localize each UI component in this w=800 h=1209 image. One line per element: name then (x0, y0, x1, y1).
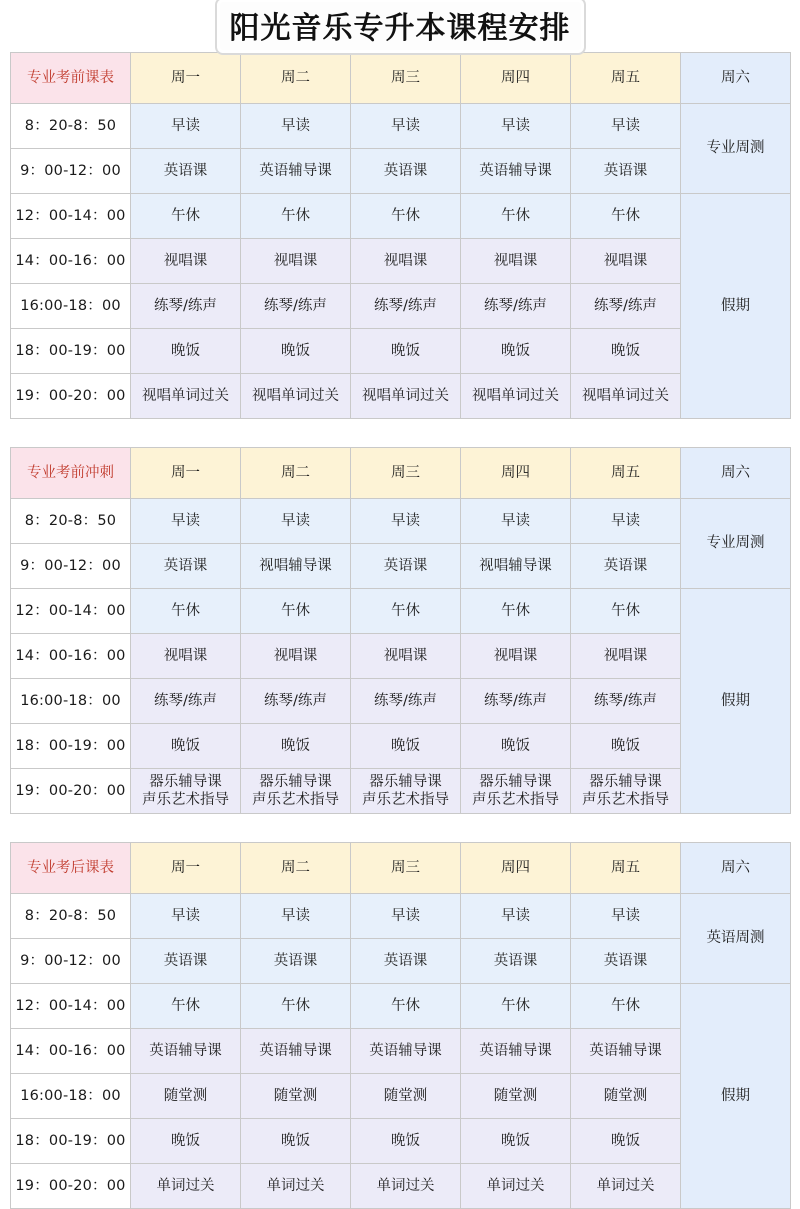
class-cell: 视唱单词过关 (241, 374, 351, 419)
class-cell: 午休 (131, 589, 241, 634)
class-cell (351, 769, 461, 814)
day-header-2: 周二 (241, 53, 351, 104)
page-title-wrap (10, 0, 790, 52)
class-cell: 随堂测 (241, 1074, 351, 1119)
class-cell: 练琴/练声 (241, 284, 351, 329)
class-cell: 英语课 (571, 149, 681, 194)
table-row (11, 329, 791, 374)
day-header-2: 周二 (241, 448, 351, 499)
table-header-row (11, 448, 791, 499)
class-cell: 早读 (571, 894, 681, 939)
class-cell: 午休 (241, 984, 351, 1029)
time-cell: 14：00-16：00 (11, 239, 131, 284)
class-cell-line: 器乐辅导课 (259, 773, 332, 790)
class-cell: 英语辅导课 (131, 1029, 241, 1074)
class-cell: 晚饭 (571, 329, 681, 374)
saturday-cell: 专业周测 (681, 499, 791, 589)
class-cell: 午休 (241, 194, 351, 239)
class-cell: 午休 (131, 194, 241, 239)
class-cell: 午休 (571, 194, 681, 239)
class-cell: 晚饭 (131, 1119, 241, 1164)
class-cell: 英语课 (131, 149, 241, 194)
class-cell-line: 声乐艺术指导 (252, 792, 339, 808)
class-cell: 视唱课 (131, 634, 241, 679)
day-header-1: 周一 (131, 843, 241, 894)
time-cell: 19：00-20：00 (11, 374, 131, 419)
day-header-3: 周三 (351, 843, 461, 894)
class-cell: 午休 (241, 589, 351, 634)
saturday-cell: 英语周测 (681, 894, 791, 984)
class-cell: 随堂测 (571, 1074, 681, 1119)
class-cell: 午休 (571, 984, 681, 1029)
class-cell: 视唱课 (571, 239, 681, 284)
class-cell: 英语课 (241, 939, 351, 984)
class-cell: 视唱辅导课 (461, 544, 571, 589)
class-cell-line: 器乐辅导课 (479, 773, 552, 790)
table-row (11, 499, 791, 544)
table-row (11, 894, 791, 939)
class-cell: 早读 (461, 499, 571, 544)
table-row (11, 544, 791, 589)
table-corner-label: 专业考前课表 (11, 53, 131, 104)
day-header-1: 周一 (131, 448, 241, 499)
time-cell: 16:00-18：00 (11, 284, 131, 329)
time-cell: 8：20-8：50 (11, 894, 131, 939)
class-cell: 练琴/练声 (351, 679, 461, 724)
time-cell: 18：00-19：00 (11, 724, 131, 769)
time-cell: 18：00-19：00 (11, 329, 131, 374)
day-header-5: 周五 (571, 53, 681, 104)
time-cell: 9：00-12：00 (11, 149, 131, 194)
class-cell: 英语课 (131, 544, 241, 589)
class-cell: 视唱课 (571, 634, 681, 679)
time-cell: 8：20-8：50 (11, 104, 131, 149)
class-cell: 午休 (351, 194, 461, 239)
class-cell: 随堂测 (461, 1074, 571, 1119)
class-cell: 英语课 (131, 939, 241, 984)
class-cell: 视唱单词过关 (131, 374, 241, 419)
class-cell: 晚饭 (131, 724, 241, 769)
schedule-table-pre-exam-sprint (10, 447, 791, 814)
day-header-1: 周一 (131, 53, 241, 104)
class-cell: 视唱课 (131, 239, 241, 284)
class-cell: 晚饭 (461, 724, 571, 769)
schedule-table-post-exam-schedule (10, 842, 791, 1209)
saturday-cell: 假期 (681, 589, 791, 814)
class-cell: 英语辅导课 (461, 149, 571, 194)
day-header-6: 周六 (681, 843, 791, 894)
day-header-6: 周六 (681, 448, 791, 499)
class-cell: 英语辅导课 (241, 1029, 351, 1074)
table-row (11, 374, 791, 419)
class-cell: 单词过关 (351, 1164, 461, 1209)
class-cell: 早读 (351, 894, 461, 939)
class-cell: 视唱单词过关 (461, 374, 571, 419)
table-row (11, 239, 791, 284)
table-row (11, 1119, 791, 1164)
class-cell: 视唱课 (351, 239, 461, 284)
time-cell: 12：00-14：00 (11, 984, 131, 1029)
class-cell: 晚饭 (241, 329, 351, 374)
class-cell: 练琴/练声 (571, 679, 681, 724)
time-cell: 16:00-18：00 (11, 1074, 131, 1119)
class-cell: 随堂测 (351, 1074, 461, 1119)
time-cell: 14：00-16：00 (11, 1029, 131, 1074)
class-cell: 早读 (571, 104, 681, 149)
class-cell: 视唱课 (461, 634, 571, 679)
class-cell: 晚饭 (571, 724, 681, 769)
day-header-4: 周四 (461, 53, 571, 104)
class-cell (131, 769, 241, 814)
table-row (11, 769, 791, 814)
class-cell: 午休 (351, 984, 461, 1029)
class-cell: 午休 (131, 984, 241, 1029)
time-cell: 19：00-20：00 (11, 1164, 131, 1209)
class-cell (571, 769, 681, 814)
class-cell: 练琴/练声 (241, 679, 351, 724)
class-cell: 早读 (241, 104, 351, 149)
time-cell: 12：00-14：00 (11, 194, 131, 239)
day-header-5: 周五 (571, 448, 681, 499)
class-cell: 单词过关 (241, 1164, 351, 1209)
day-header-3: 周三 (351, 53, 461, 104)
class-cell: 早读 (461, 104, 571, 149)
class-cell-line: 器乐辅导课 (589, 773, 662, 790)
day-header-2: 周二 (241, 843, 351, 894)
class-cell: 晚饭 (131, 329, 241, 374)
class-cell: 英语辅导课 (461, 1029, 571, 1074)
table-row (11, 149, 791, 194)
class-cell: 练琴/练声 (571, 284, 681, 329)
class-cell: 随堂测 (131, 1074, 241, 1119)
time-cell: 8：20-8：50 (11, 499, 131, 544)
class-cell: 视唱课 (241, 239, 351, 284)
class-cell: 视唱课 (351, 634, 461, 679)
class-cell (461, 769, 571, 814)
table-row (11, 1074, 791, 1119)
table-row (11, 1164, 791, 1209)
time-cell: 9：00-12：00 (11, 939, 131, 984)
class-cell: 早读 (241, 894, 351, 939)
class-cell: 英语课 (461, 939, 571, 984)
class-cell-line: 器乐辅导课 (149, 773, 222, 790)
class-cell: 早读 (241, 499, 351, 544)
class-cell: 练琴/练声 (461, 679, 571, 724)
day-header-4: 周四 (461, 448, 571, 499)
day-header-4: 周四 (461, 843, 571, 894)
time-cell: 14：00-16：00 (11, 634, 131, 679)
day-header-5: 周五 (571, 843, 681, 894)
schedule-table-pre-exam-schedule (10, 52, 791, 419)
time-cell: 16:00-18：00 (11, 679, 131, 724)
class-cell: 英语课 (351, 939, 461, 984)
class-cell: 英语课 (571, 939, 681, 984)
table-row (11, 589, 791, 634)
time-cell: 19：00-20：00 (11, 769, 131, 814)
saturday-cell: 假期 (681, 194, 791, 419)
table-row (11, 194, 791, 239)
class-cell: 早读 (351, 499, 461, 544)
table-corner-label: 专业考前冲刺 (11, 448, 131, 499)
class-cell: 英语课 (351, 149, 461, 194)
class-cell: 午休 (571, 589, 681, 634)
class-cell: 早读 (131, 499, 241, 544)
class-cell: 单词过关 (131, 1164, 241, 1209)
table-row (11, 284, 791, 329)
table-row (11, 104, 791, 149)
class-cell: 晚饭 (241, 1119, 351, 1164)
class-cell: 英语辅导课 (351, 1029, 461, 1074)
class-cell: 单词过关 (461, 1164, 571, 1209)
class-cell: 单词过关 (571, 1164, 681, 1209)
class-cell (241, 769, 351, 814)
class-cell: 早读 (351, 104, 461, 149)
class-cell: 晚饭 (461, 1119, 571, 1164)
class-cell: 晚饭 (351, 329, 461, 374)
class-cell: 午休 (461, 984, 571, 1029)
class-cell-line: 声乐艺术指导 (472, 792, 559, 808)
table-row (11, 1029, 791, 1074)
class-cell: 午休 (461, 589, 571, 634)
class-cell: 英语辅导课 (241, 149, 351, 194)
class-cell-line: 器乐辅导课 (369, 773, 442, 790)
class-cell: 练琴/练声 (131, 284, 241, 329)
day-header-6: 周六 (681, 53, 791, 104)
table-header-row (11, 53, 791, 104)
saturday-cell: 专业周测 (681, 104, 791, 194)
table-row (11, 984, 791, 1029)
tables-container (10, 52, 790, 1209)
class-cell: 晚饭 (241, 724, 351, 769)
table-row (11, 634, 791, 679)
class-cell: 练琴/练声 (351, 284, 461, 329)
class-cell-line: 声乐艺术指导 (142, 792, 229, 808)
class-cell: 视唱辅导课 (241, 544, 351, 589)
class-cell: 练琴/练声 (131, 679, 241, 724)
page-title: 阳光音乐专升本课程安排 (217, 0, 584, 53)
class-cell: 视唱课 (461, 239, 571, 284)
saturday-cell: 假期 (681, 984, 791, 1209)
table-row (11, 724, 791, 769)
class-cell-line: 声乐艺术指导 (582, 792, 669, 808)
class-cell: 练琴/练声 (461, 284, 571, 329)
class-cell: 早读 (571, 499, 681, 544)
class-cell: 早读 (131, 104, 241, 149)
class-cell: 视唱课 (241, 634, 351, 679)
class-cell-line: 声乐艺术指导 (362, 792, 449, 808)
table-header-row (11, 843, 791, 894)
class-cell: 视唱单词过关 (351, 374, 461, 419)
class-cell: 视唱单词过关 (571, 374, 681, 419)
class-cell: 英语课 (351, 544, 461, 589)
table-row (11, 679, 791, 724)
class-cell: 早读 (131, 894, 241, 939)
time-cell: 12：00-14：00 (11, 589, 131, 634)
class-cell: 晚饭 (351, 1119, 461, 1164)
table-corner-label: 专业考后课表 (11, 843, 131, 894)
class-cell: 午休 (461, 194, 571, 239)
class-cell: 晚饭 (461, 329, 571, 374)
time-cell: 18：00-19：00 (11, 1119, 131, 1164)
class-cell: 早读 (461, 894, 571, 939)
class-cell: 英语课 (571, 544, 681, 589)
class-cell: 晚饭 (351, 724, 461, 769)
class-cell: 午休 (351, 589, 461, 634)
table-row (11, 939, 791, 984)
class-cell: 英语辅导课 (571, 1029, 681, 1074)
time-cell: 9：00-12：00 (11, 544, 131, 589)
day-header-3: 周三 (351, 448, 461, 499)
class-cell: 晚饭 (571, 1119, 681, 1164)
